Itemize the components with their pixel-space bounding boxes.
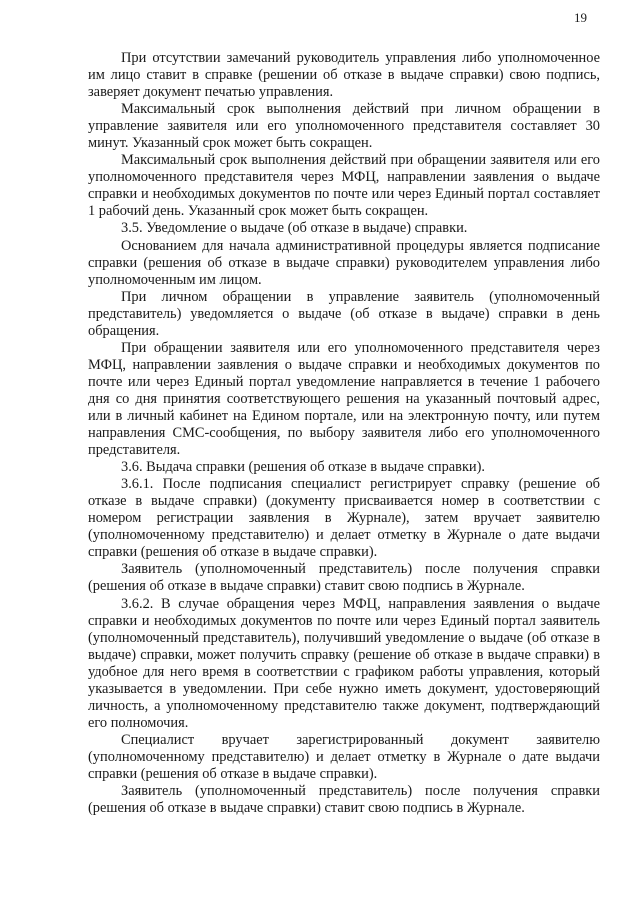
paragraph-basis: Основанием для начала административной процедуры является подписание справки (решения об отказе в выдаче справки) руководителем управления либо уполномоченным им лицом. [88, 237, 600, 288]
paragraph-specialist-delivery: Специалист вручает зарегистрированный документ заявителю (уполномоченному представителю) и делает отметку в Журнале о дате выдачи справки (решения об отказе в выдаче справки). [88, 731, 600, 782]
section-heading-3-6: 3.6. Выдача справки (решения об отказе в выдаче справки). [121, 459, 486, 476]
paragraph-personal-notification: При личном обращении в управление заявитель (уполномоченный представитель) уведомляется о выдаче (об отказе в выдаче) справки в день обращения. [88, 288, 600, 339]
section-heading-3-5: 3.5. Уведомление о выдаче (об отказе в выдаче) справки. [121, 220, 468, 237]
paragraph-signature: При отсутствии замечаний руководитель управления либо уполномоченное им лицо ставит в справке (решении об отказе в выдаче справки) свою подпись, заверяет документ печатью управления. [88, 50, 600, 101]
paragraph-3-6-1: 3.6.1. После подписания специалист регистрирует справку (решение об отказе в выдаче справки) (документу присваивается номер в соответствии с номером регистрации заявления в Журнале), затем вручает заявителю (уполномоченному представителю) и делает отметку в Журнале о дате выдачи справки (решения об отказе в выдаче справки). [88, 476, 600, 561]
document-body [88, 50, 600, 817]
paragraph-signature-journal-2: Заявитель (уполномоченный представитель) после получения справки (решения об отказе в выдаче справки) ставит свою подпись в Журнале. [88, 783, 600, 817]
paragraph-mfc-notification: При обращении заявителя или его уполномоченного представителя через МФЦ, направлении заявления о выдаче справки и необходимых документов по почте или через Единый портал уведомление направляется в течение 1 рабочего дня со дня принятия соответствующего решения на указанный почтовый адрес, или в личный кабинет на Едином портале, или на электронную почту, или путем направления СМС-сообщения, по выбору заявителя либо его уполномоченного представителя. [88, 339, 600, 459]
paragraph-max-time-personal: Максимальный срок выполнения действий при личном обращении в управление заявителя или его уполномоченного представителя составляет 30 минут. Указанный срок может быть сокращен. [88, 101, 600, 152]
page-number: 19 [574, 10, 587, 25]
paragraph-max-time-mfc: Максимальный срок выполнения действий при обращении заявителя или его уполномоченного представителя через МФЦ, направлении заявления о выдаче справки и необходимых документов по почте или через Единый портал составляет 1 рабочий день. Указанный срок может быть сокращен. [88, 152, 600, 220]
paragraph-3-6-2: 3.6.2. В случае обращения через МФЦ, направления заявления о выдаче справки и необходимых документов по почте или через Единый портал заявитель (уполномоченный представитель), получивший уведомление о выдаче (об отказе в выдаче) справки, может получить справку (решение об отказе в выдаче справки) в удобное для него время в соответствии с графиком работы управления, который указывается в уведомлении. При себе нужно иметь документ, удостоверяющий личность, а уполномоченному представителю также документ, подтверждающий его полномочия. [88, 595, 600, 731]
paragraph-signature-journal-1: Заявитель (уполномоченный представитель) после получения справки (решения об отказе в выдаче справки) ставит свою подпись в Журнале. [88, 561, 600, 595]
